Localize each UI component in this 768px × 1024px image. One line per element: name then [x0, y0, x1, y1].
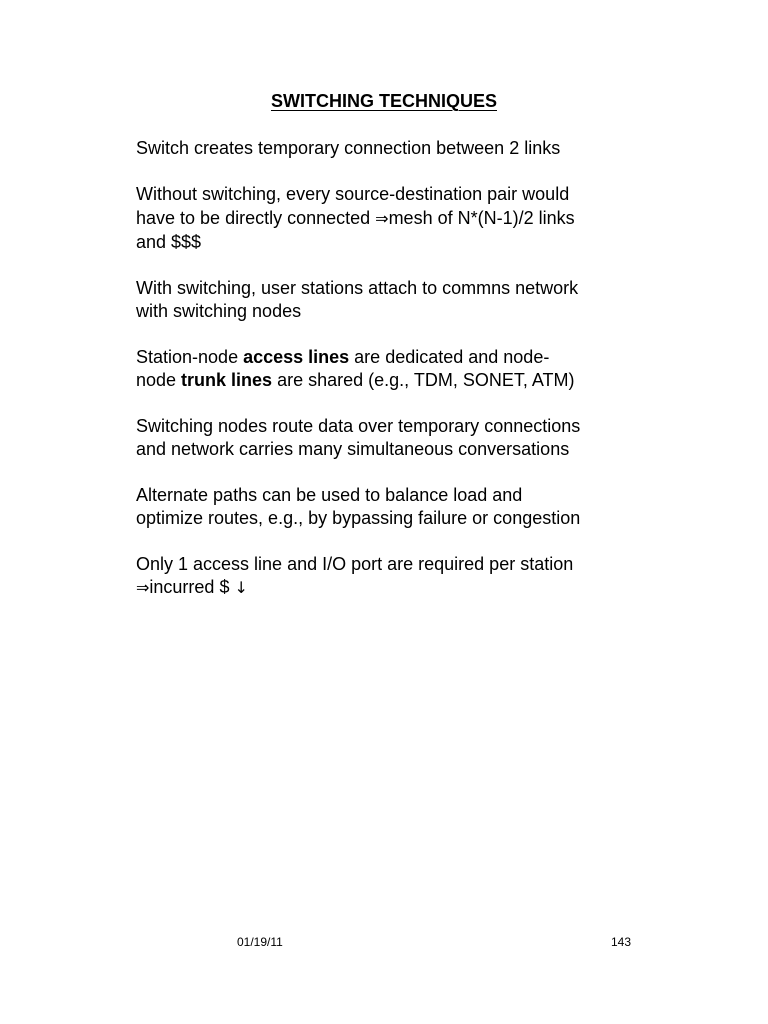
text-line: and $$$ — [136, 232, 202, 252]
bold-term-access-lines: access lines — [243, 347, 350, 367]
text-line: Only 1 access line and I/O port are required per station — [136, 554, 574, 574]
paragraph-single-access-line — [136, 553, 646, 599]
text-line: optimize routes, e.g., by bypassing failure or congestion — [136, 508, 581, 528]
text-segment: incurred $ — [149, 577, 235, 597]
page-title: SWITCHING TECHNIQUES — [270, 91, 497, 111]
body-text — [136, 137, 646, 622]
text-line — [136, 206, 646, 231]
text-line: Without switching, every source-destination pair would — [136, 184, 570, 204]
implies-arrow-icon: ⇒ — [136, 578, 150, 597]
text-line — [136, 576, 646, 599]
paragraph-switching-nodes-route — [136, 415, 646, 461]
paragraph-access-trunk-lines — [136, 346, 646, 392]
text-segment: are shared (e.g., TDM, SONET, ATM) — [272, 370, 575, 390]
text-line: and network carries many simultaneous conversations — [136, 439, 570, 459]
text-segment: are dedicated and node- — [349, 347, 550, 367]
paragraph-without-switching — [136, 183, 646, 254]
text-line — [136, 346, 646, 369]
text-line: With switching, user stations attach to commns network — [136, 278, 579, 298]
text-segment: node — [136, 370, 182, 390]
bold-term-trunk-lines: trunk lines — [181, 370, 273, 390]
text-line: with switching nodes — [136, 301, 302, 321]
text-segment: have to be directly connected — [136, 208, 376, 228]
text-segment: mesh of N*(N-1)/2 links — [388, 208, 575, 228]
text-line — [136, 369, 646, 392]
paragraph-alternate-paths — [136, 484, 646, 530]
text-line: Switching nodes route data over temporary connections — [136, 416, 581, 436]
text-line: Switch creates temporary connection between 2 links — [136, 138, 561, 158]
footer-date: 01/19/11 — [237, 935, 283, 949]
down-arrow-icon: ↓ — [234, 578, 248, 597]
footer-page-number: 143 — [611, 935, 632, 949]
text-line: Alternate paths can be used to balance load and — [136, 485, 523, 505]
paragraph-switch-definition — [136, 137, 646, 160]
text-segment: Station-node — [136, 347, 244, 367]
implies-arrow-icon: ⇒ — [375, 209, 389, 228]
paragraph-with-switching — [136, 277, 646, 323]
